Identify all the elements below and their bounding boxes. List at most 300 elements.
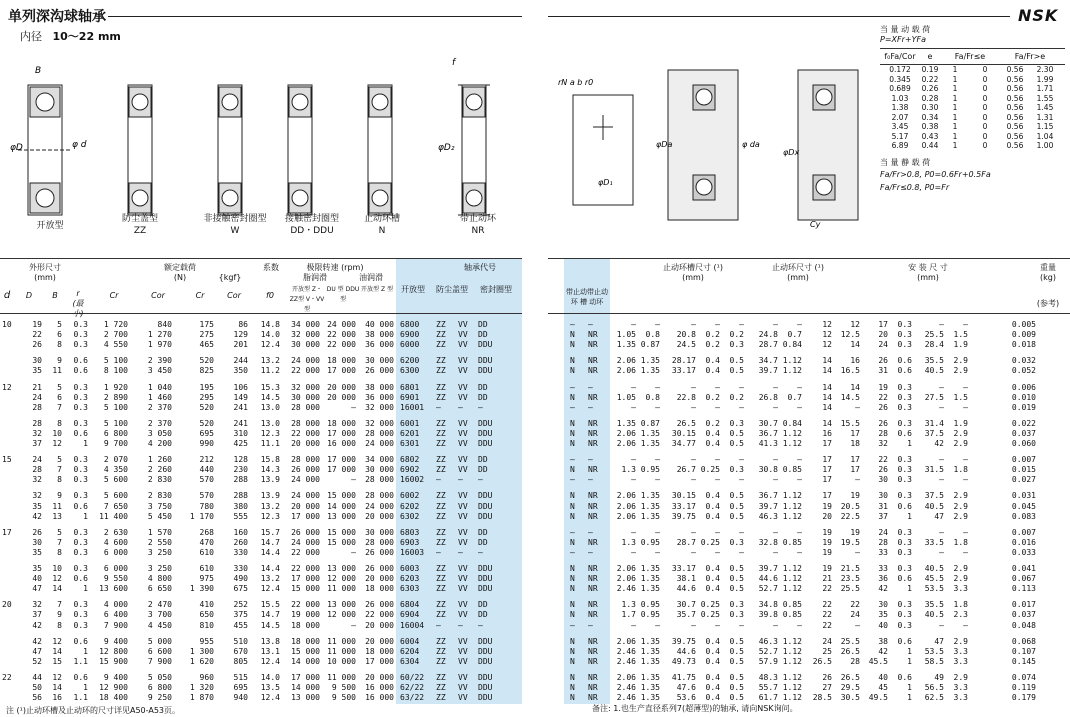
table-cell: 17 000: [291, 672, 320, 682]
table-cell: 5 000: [147, 636, 172, 646]
table-cell: 0.027: [1011, 475, 1036, 485]
table-cell: 0.3: [897, 392, 912, 402]
table-cell: 0.074: [1011, 672, 1036, 682]
load-factor-cell: 0: [982, 74, 988, 84]
table-cell: 9: [57, 610, 62, 620]
load-factor-cell: 1.31: [1036, 112, 1054, 122]
table-cell: DDU: [478, 574, 493, 584]
table-cell: 28.5: [812, 693, 832, 703]
table-cell: 0.006: [1011, 382, 1036, 392]
load-factor-cell: 1: [952, 84, 958, 93]
table-row: [0, 600, 1070, 610]
table-cell: 0.6: [73, 428, 88, 438]
table-cell: 2.06: [616, 428, 636, 438]
load-factor-row: [880, 141, 1065, 151]
load-factor-cell: 0.689: [889, 84, 911, 93]
table-cell: 6904: [400, 610, 420, 620]
table-cell: VV: [458, 356, 468, 366]
table-cell: 30.15: [671, 428, 696, 438]
table-cell: —: [797, 455, 802, 465]
table-cell: 11 000: [327, 672, 356, 682]
table-cell: ZZ: [436, 491, 446, 501]
table-cell: 12: [52, 636, 62, 646]
table-cell: ZZ: [436, 600, 446, 610]
table-cell: VV: [458, 428, 468, 438]
table-cell: 13.0: [260, 402, 280, 412]
table-cell: 34.7: [758, 356, 778, 366]
table-row: [0, 383, 1070, 393]
load-factor-row: [880, 103, 1065, 113]
table-cell: 0.3: [729, 600, 744, 610]
table-cell: 990: [199, 439, 214, 448]
table-cell: 0.6: [897, 574, 912, 584]
table-cell: 14 000: [327, 501, 356, 511]
table-cell: 16: [850, 356, 860, 366]
table-cell: DDU: [478, 584, 493, 594]
table-cell: 14: [822, 402, 832, 412]
table-cell: 1.5: [953, 392, 968, 402]
table-cell: 0.3: [897, 402, 912, 412]
table-cell: 26 000: [365, 366, 394, 376]
table-cell: —: [570, 547, 575, 557]
h-factor: 系数: [263, 263, 279, 272]
table-cell: VV: [458, 491, 468, 501]
table-cell: 47: [32, 584, 42, 594]
table-cell: DDU: [478, 356, 493, 366]
table-cell: 45: [878, 683, 888, 692]
table-cell: VV: [458, 584, 468, 594]
table-cell: 0.031: [1011, 491, 1036, 501]
table-cell: 6004: [400, 636, 420, 646]
table-cell: 11 000: [327, 636, 356, 646]
table-cell: 0.016: [1011, 537, 1036, 547]
table-cell: 20 000: [365, 636, 394, 646]
table-cell: —: [773, 402, 778, 412]
table-cell: 26.5: [840, 672, 860, 682]
load-factor-row: [880, 75, 1065, 85]
table-cell: 9 500: [331, 683, 356, 692]
table-cell: 40.5: [924, 564, 944, 573]
table-cell: 12.4: [260, 693, 280, 703]
table-cell: 0.5: [729, 428, 744, 438]
table-cell: VV: [458, 330, 468, 340]
table-cell: 44.6: [676, 584, 696, 594]
table-cell: 375: [233, 610, 248, 620]
load-factor-cell: 0.30: [921, 103, 939, 112]
table-cell: 0.6: [73, 366, 88, 376]
table-cell: 6003: [400, 564, 420, 573]
table-cell: —: [436, 475, 441, 485]
table-cell: 780: [199, 501, 214, 511]
table-cell: —: [715, 547, 720, 557]
table-cell: 2 890: [103, 392, 128, 402]
table-cell: NR: [588, 428, 598, 438]
load-factor-cell: 0.43: [921, 131, 939, 141]
h-dims: 外形尺寸 (mm): [29, 263, 61, 282]
table-cell: 1.12: [782, 356, 802, 366]
table-cell: —: [963, 475, 968, 485]
table-cell: 675: [233, 584, 248, 594]
table-cell: —: [739, 320, 744, 329]
table-cell: 6301: [400, 439, 420, 448]
table-cell: 0.8: [645, 392, 660, 402]
table-cell: 13.0: [260, 418, 280, 428]
table-cell: 16: [822, 428, 832, 438]
table-cell: DD: [478, 465, 488, 475]
table-row: [0, 693, 1070, 703]
table-cell: 17: [850, 455, 860, 465]
table-cell: 14.5: [840, 392, 860, 402]
table-cell: 22 000: [365, 610, 394, 620]
table-cell: 0.3: [73, 402, 88, 412]
h-cr: Cr: [109, 291, 119, 300]
table-cell: 1.12: [782, 564, 802, 573]
table-cell: 24 000: [327, 320, 356, 329]
load-factor-cell: 0.56: [1006, 141, 1024, 150]
col-e: e: [927, 52, 933, 61]
h-cor2: Cor: [227, 291, 241, 300]
table-row: [0, 356, 1070, 366]
load-factor-cell: 0.34: [921, 112, 939, 122]
table-cell: 0.2: [705, 418, 720, 428]
table-cell: 18 000: [291, 620, 320, 630]
col-gt: Fa/Fr>e: [1014, 52, 1046, 61]
table-cell: —: [773, 455, 778, 465]
table-cell: 39.7: [758, 501, 778, 511]
table-cell: 0.009: [1011, 330, 1036, 340]
table-cell: 17 000: [327, 366, 356, 376]
table-cell: 0.2: [705, 340, 720, 350]
table-cell: 10: [52, 428, 62, 438]
table-cell: 1 390: [189, 584, 214, 594]
table-cell: 2 070: [103, 455, 128, 465]
table-cell: 2.06: [616, 356, 636, 366]
load-factor-cell: 1: [952, 122, 958, 131]
table-cell: 0.3: [73, 564, 88, 573]
table-cell: 1.9: [953, 340, 968, 350]
table-cell: 34 000: [365, 455, 394, 465]
table-cell: ZZ: [436, 330, 446, 340]
table-cell: 14: [52, 646, 62, 656]
table-cell: 14: [822, 366, 832, 376]
table-cell: 30.8: [758, 465, 778, 475]
table-cell: N: [570, 340, 575, 350]
table-cell: 21.5: [840, 564, 860, 573]
h-grease: 脂润滑: [303, 273, 327, 282]
h-load: 额定载荷 (N): [164, 263, 196, 282]
table-cell: N: [570, 600, 575, 610]
table-cell: 20 000: [365, 620, 394, 630]
svg-text:φDa: φDa: [656, 140, 673, 149]
table-cell: 2.9: [953, 439, 968, 448]
table-cell: 37.5: [924, 491, 944, 501]
table-cell: 0.3: [897, 491, 912, 501]
h-d: d: [3, 290, 11, 301]
table-cell: 0.85: [782, 465, 802, 475]
table-cell: N: [570, 511, 575, 521]
load-factor-cell: 1.03: [891, 93, 909, 103]
table-cell: 32 000: [291, 330, 320, 340]
table-cell: 16001: [400, 402, 425, 412]
table-cell: 520: [199, 402, 214, 412]
table-cell: 0.3: [73, 392, 88, 402]
table-cell: 610: [199, 547, 214, 557]
table-cell: 1.12: [782, 366, 802, 376]
mounting-diagrams: [548, 55, 868, 235]
table-cell: 6802: [400, 455, 420, 465]
table-cell: 48.3: [758, 672, 778, 682]
table-cell: 0.3: [73, 491, 88, 501]
table-cell: —: [351, 547, 356, 557]
table-cell: —: [797, 527, 802, 537]
table-cell: 33.17: [671, 564, 696, 573]
table-cell: ZZ: [436, 392, 446, 402]
table-cell: 0.4: [705, 636, 720, 646]
table-cell: 7: [57, 402, 62, 412]
table-cell: 31.5: [924, 465, 944, 475]
table-cell: —: [739, 620, 744, 630]
type-caption-nr: 带止动环 NR: [459, 214, 496, 236]
table-cell: 12.4: [260, 656, 280, 666]
table-cell: 1 970: [147, 340, 172, 350]
load-factor-cell: 0.56: [1006, 112, 1024, 122]
table-cell: 13 000: [291, 693, 320, 703]
table-cell: 18 400: [99, 693, 128, 703]
load-factor-cell: 1.15: [1036, 122, 1054, 131]
table-cell: 0.037: [1011, 428, 1036, 438]
table-cell: 14.8: [260, 320, 280, 329]
table-cell: 12: [822, 330, 832, 340]
table-cell: 30 000: [291, 392, 320, 402]
table-cell: 38.1: [676, 574, 696, 584]
table-cell: 42: [934, 439, 944, 448]
table-cell: 28: [32, 418, 42, 428]
table-cell: 2 470: [147, 600, 172, 610]
table-cell: DDU: [478, 636, 493, 646]
table-cell: 14: [52, 584, 62, 594]
table-cell: NR: [588, 356, 598, 366]
table-cell: 0.019: [1011, 402, 1036, 412]
table-cell: 15 000: [327, 527, 356, 537]
table-cell: 0.4: [705, 672, 720, 682]
table-cell: 12.4: [260, 340, 280, 350]
table-cell: DDU: [478, 428, 493, 438]
table-cell: DD: [478, 320, 488, 329]
table-cell: 0.25: [700, 465, 720, 475]
svg-text:φ d: φ d: [72, 140, 87, 150]
table-cell: VV: [458, 537, 468, 547]
table-cell: 2.06: [616, 511, 636, 521]
table-cell: 49.5: [868, 693, 888, 703]
table-cell: —: [797, 402, 802, 412]
table-cell: 37: [32, 610, 42, 620]
table-cell: 1.12: [782, 491, 802, 501]
table-cell: 19: [822, 501, 832, 511]
table-cell: 35: [32, 564, 42, 573]
table-cell: 0.6: [73, 636, 88, 646]
table-cell: 14: [822, 356, 832, 366]
table-cell: DD: [478, 610, 488, 620]
load-factor-cell: 1: [952, 74, 958, 84]
table-cell: 0.041: [1011, 564, 1036, 573]
table-cell: 28 000: [291, 402, 320, 412]
table-cell: 42: [878, 646, 888, 656]
table-cell: DDU: [478, 439, 493, 448]
table-cell: 3 250: [147, 564, 172, 573]
table-cell: NR: [588, 693, 598, 703]
table-cell: 30 000: [291, 340, 320, 350]
table-cell: 13 000: [327, 564, 356, 573]
table-cell: 22 000: [291, 547, 320, 557]
table-cell: —: [739, 527, 744, 537]
load-factor-cell: 2.30: [1036, 65, 1054, 74]
table-cell: 0.010: [1011, 392, 1036, 402]
table-cell: 14.5: [260, 392, 280, 402]
table-cell: 41.75: [671, 672, 696, 682]
load-factor-cell: 0: [982, 131, 988, 141]
table-cell: 3.3: [953, 646, 968, 656]
table-cell: 1.3: [621, 600, 636, 610]
table-cell: 46.3: [758, 511, 778, 521]
table-cell: 825: [199, 366, 214, 376]
h-D: D: [25, 291, 33, 300]
table-cell: 16004: [400, 620, 425, 630]
table-cell: 14.4: [260, 564, 280, 573]
table-cell: —: [655, 620, 660, 630]
table-cell: N: [570, 636, 575, 646]
table-cell: 26: [878, 465, 888, 475]
table-cell: 17: [822, 465, 832, 475]
table-cell: 7: [57, 537, 62, 547]
table-cell: 2.9: [953, 564, 968, 573]
table-cell: 940: [233, 693, 248, 703]
table-cell: 52: [32, 656, 42, 666]
table-cell: 0.87: [640, 418, 660, 428]
table-cell: 39.7: [758, 564, 778, 573]
table-cell: 22 000: [291, 366, 320, 376]
table-cell: 244: [233, 356, 248, 366]
rh-codes: 带止动带止动环 槽 动环: [566, 288, 608, 306]
table-cell: 22: [822, 584, 832, 594]
table-cell: 520: [199, 356, 214, 366]
table-cell: 35.5: [924, 356, 944, 366]
table-cell: —: [739, 475, 744, 485]
table-cell: 12: [822, 320, 832, 329]
type-caption-zz: 防尘盖型 ZZ: [121, 214, 158, 236]
table-cell: VV: [458, 610, 468, 620]
table-cell: 28.7: [758, 340, 778, 350]
table-cell: 0.4: [705, 683, 720, 692]
table-cell: 1.12: [782, 574, 802, 584]
table-cell: NR: [588, 636, 598, 646]
table-cell: DD: [478, 600, 488, 610]
table-cell: 14: [52, 683, 62, 692]
table-cell: 0.3: [897, 527, 912, 537]
table-cell: 0.3: [897, 418, 912, 428]
table-cell: ZZ: [436, 428, 446, 438]
table-cell: 440: [199, 465, 214, 475]
table-cell: ZZ: [436, 537, 446, 547]
table-cell: 425: [233, 439, 248, 448]
table-cell: N: [570, 418, 575, 428]
table-cell: ZZ: [436, 527, 446, 537]
table-cell: 11 000: [327, 646, 356, 656]
load-factor-cell: 0.56: [1006, 74, 1024, 84]
table-cell: 37.5: [924, 428, 944, 438]
table-cell: 30: [32, 356, 42, 366]
table-cell: 0.5: [729, 501, 744, 511]
table-cell: 26: [878, 356, 888, 366]
table-cell: 515: [233, 672, 248, 682]
table-cell: 44.6: [676, 646, 696, 656]
table-cell: 28 000: [365, 491, 394, 501]
table-cell: 0.6: [897, 366, 912, 376]
table-cell: 4 800: [147, 574, 172, 584]
table-cell: —: [939, 382, 944, 392]
table-cell: 24: [878, 340, 888, 350]
table-cell: 2 700: [103, 330, 128, 340]
table-cell: 0.84: [782, 418, 802, 428]
table-cell: 2.9: [953, 501, 968, 511]
table-cell: 24 000: [365, 501, 394, 511]
table-cell: 20 000: [365, 672, 394, 682]
table-cell: VV: [458, 672, 468, 682]
table-cell: 2.06: [616, 439, 636, 448]
table-cell: 6903: [400, 537, 420, 547]
table-cell: 6800: [400, 320, 420, 329]
table-cell: 230: [233, 465, 248, 475]
load-factor-cell: 0.56: [1006, 103, 1024, 112]
table-cell: 1 040: [147, 382, 172, 392]
table-cell: —: [963, 527, 968, 537]
table-cell: 26: [822, 672, 832, 682]
table-cell: 40.5: [924, 610, 944, 620]
table-cell: 20 000: [365, 511, 394, 521]
table-cell: 288: [233, 491, 248, 501]
table-cell: 650: [199, 610, 214, 620]
table-cell: —: [588, 455, 593, 465]
table-cell: 0.033: [1011, 547, 1036, 557]
table-cell: NR: [588, 366, 598, 376]
table-cell: 0.3: [897, 320, 912, 329]
table-cell: NR: [588, 439, 598, 448]
table-cell: 6 400: [103, 610, 128, 620]
table-cell: —: [739, 455, 744, 465]
table-cell: —: [655, 455, 660, 465]
table-cell: 16002: [400, 475, 425, 485]
table-cell: 30: [878, 600, 888, 610]
table-cell: —: [797, 475, 802, 485]
table-cell: 1: [907, 646, 912, 656]
table-cell: 22.5: [840, 511, 860, 521]
table-cell: 31.4: [924, 418, 944, 428]
table-cell: 0.6: [897, 428, 912, 438]
table-row: [0, 683, 1070, 693]
table-cell: 1.1: [73, 693, 88, 703]
table-cell: 1.35: [640, 574, 660, 584]
table-cell: VV: [458, 527, 468, 537]
table-cell: 15: [2, 455, 12, 465]
table-cell: —: [715, 455, 720, 465]
table-cell: 6203: [400, 574, 420, 584]
table-cell: 30.5: [840, 693, 860, 703]
table-cell: 0.005: [1011, 320, 1036, 329]
table-cell: —: [631, 475, 636, 485]
table-cell: 3.3: [953, 584, 968, 594]
table-row: [0, 538, 1070, 548]
table-cell: 0.6: [897, 636, 912, 646]
table-cell: 14.3: [260, 465, 280, 475]
